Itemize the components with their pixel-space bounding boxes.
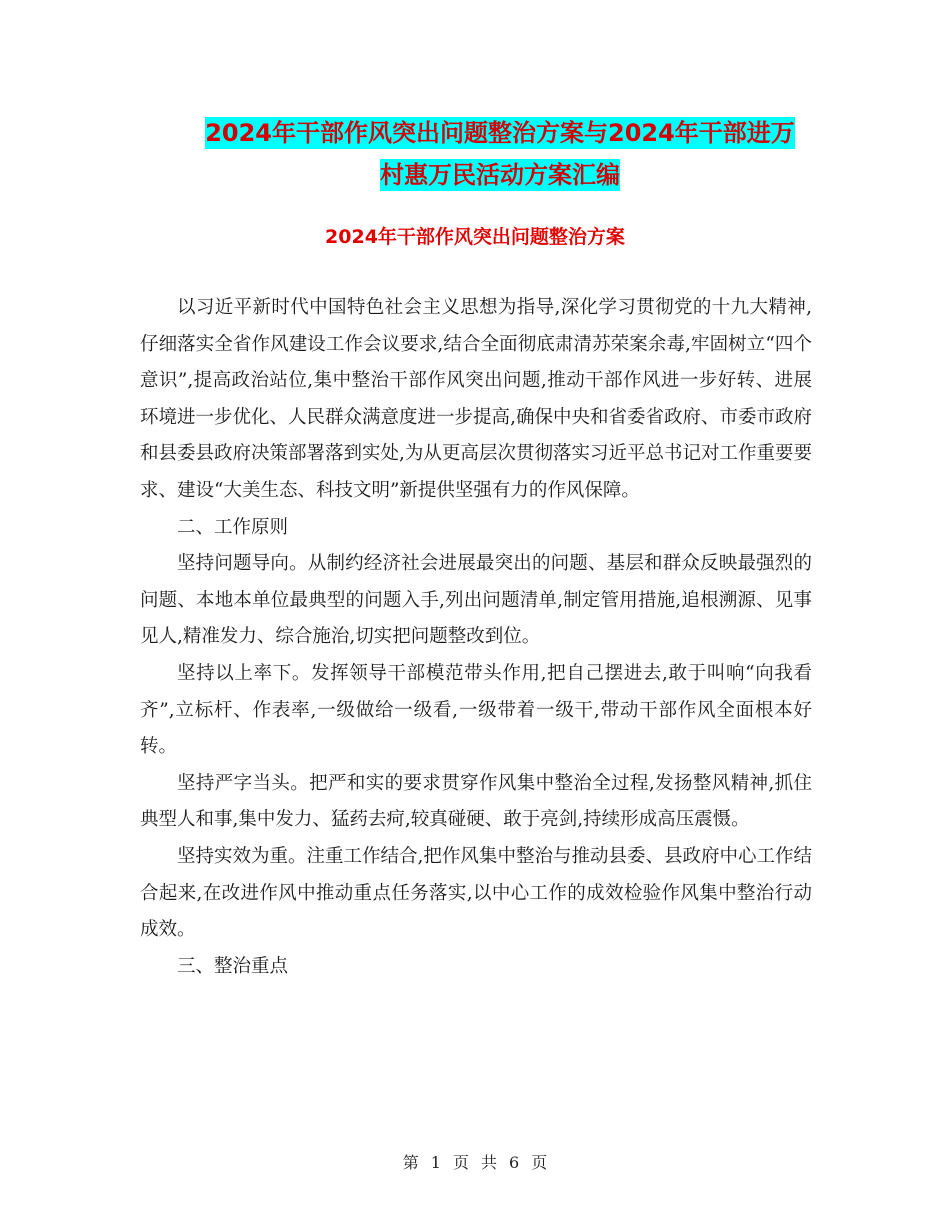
heading-rectification-focus: 三、整治重点 (177, 955, 289, 977)
heading-work-principles: 二、工作原则 (177, 516, 289, 538)
document-title (140, 112, 860, 196)
paragraph-intro: 以习近平新时代中国特色社会主义思想为指导,深化学习贯彻党的十九大精神,仔细落实全省作风建设工作会议要求,结合全面彻底肃清苏荣案余毒,牢固树立“四个意识”,提高政治站位,集中整治干部作风突出问题,推动干部作风进一步好转、进展环境进一步优化、人民群众满意度进一步提高,确保中央和省委省政府、市委市政府和县委县政府决策部署落到实处,为从更高层次贯彻落实习近平总书记对工作重要要求、建设“大美生态、科技文明”新提供坚强有力的作风保障。 (140, 297, 812, 501)
footer-label-total: 共 (481, 1153, 498, 1172)
paragraph-strictness: 坚持严字当头。把严和实的要求贯穿作风集中整治全过程,发扬整风精神,抓住典型人和事,集中发力、猛药去疴,较真碰硬、敢于亮剑,持续形成高压震慑。 (140, 772, 812, 831)
footer-label-ye: 页 (452, 1153, 469, 1172)
footer-current-page: 1 (430, 1153, 441, 1172)
section-title: 2024年干部作风突出问题整治方案 (325, 226, 625, 248)
title-line-1: 2024年干部作风突出问题整治方案与2024年干部进万 (205, 119, 795, 147)
footer-label-ye2: 页 (531, 1153, 548, 1172)
document-body (140, 290, 812, 985)
page-footer (0, 1150, 950, 1173)
paragraph-lead-by-example: 坚持以上率下。发挥领导干部模范带头作用,把自己摆进去,敢于叫响“向我看齐”,立标杆、作表率,一级做给一级看,一级带着一级干,带动干部作风全面根本好转。 (140, 662, 812, 758)
paragraph-problem-oriented: 坚持问题导向。从制约经济社会进展最突出的问题、基层和群众反映最强烈的问题、本地本单位最典型的问题入手,列出问题清单,制定管用措施,追根溯源、见事见人,精准发力、综合施治,切实把问题整改到位。 (140, 553, 812, 648)
paragraph-effectiveness: 坚持实效为重。注重工作结合,把作风集中整治与推动县委、县政府中心工作结合起来,在改进作风中推动重点任务落实,以中心工作的成效检验作风集中整治行动成效。 (140, 845, 812, 941)
footer-label-page: 第 (402, 1153, 419, 1172)
title-line-2: 村惠万民活动方案汇编 (380, 161, 620, 189)
footer-total-pages: 6 (509, 1153, 520, 1172)
